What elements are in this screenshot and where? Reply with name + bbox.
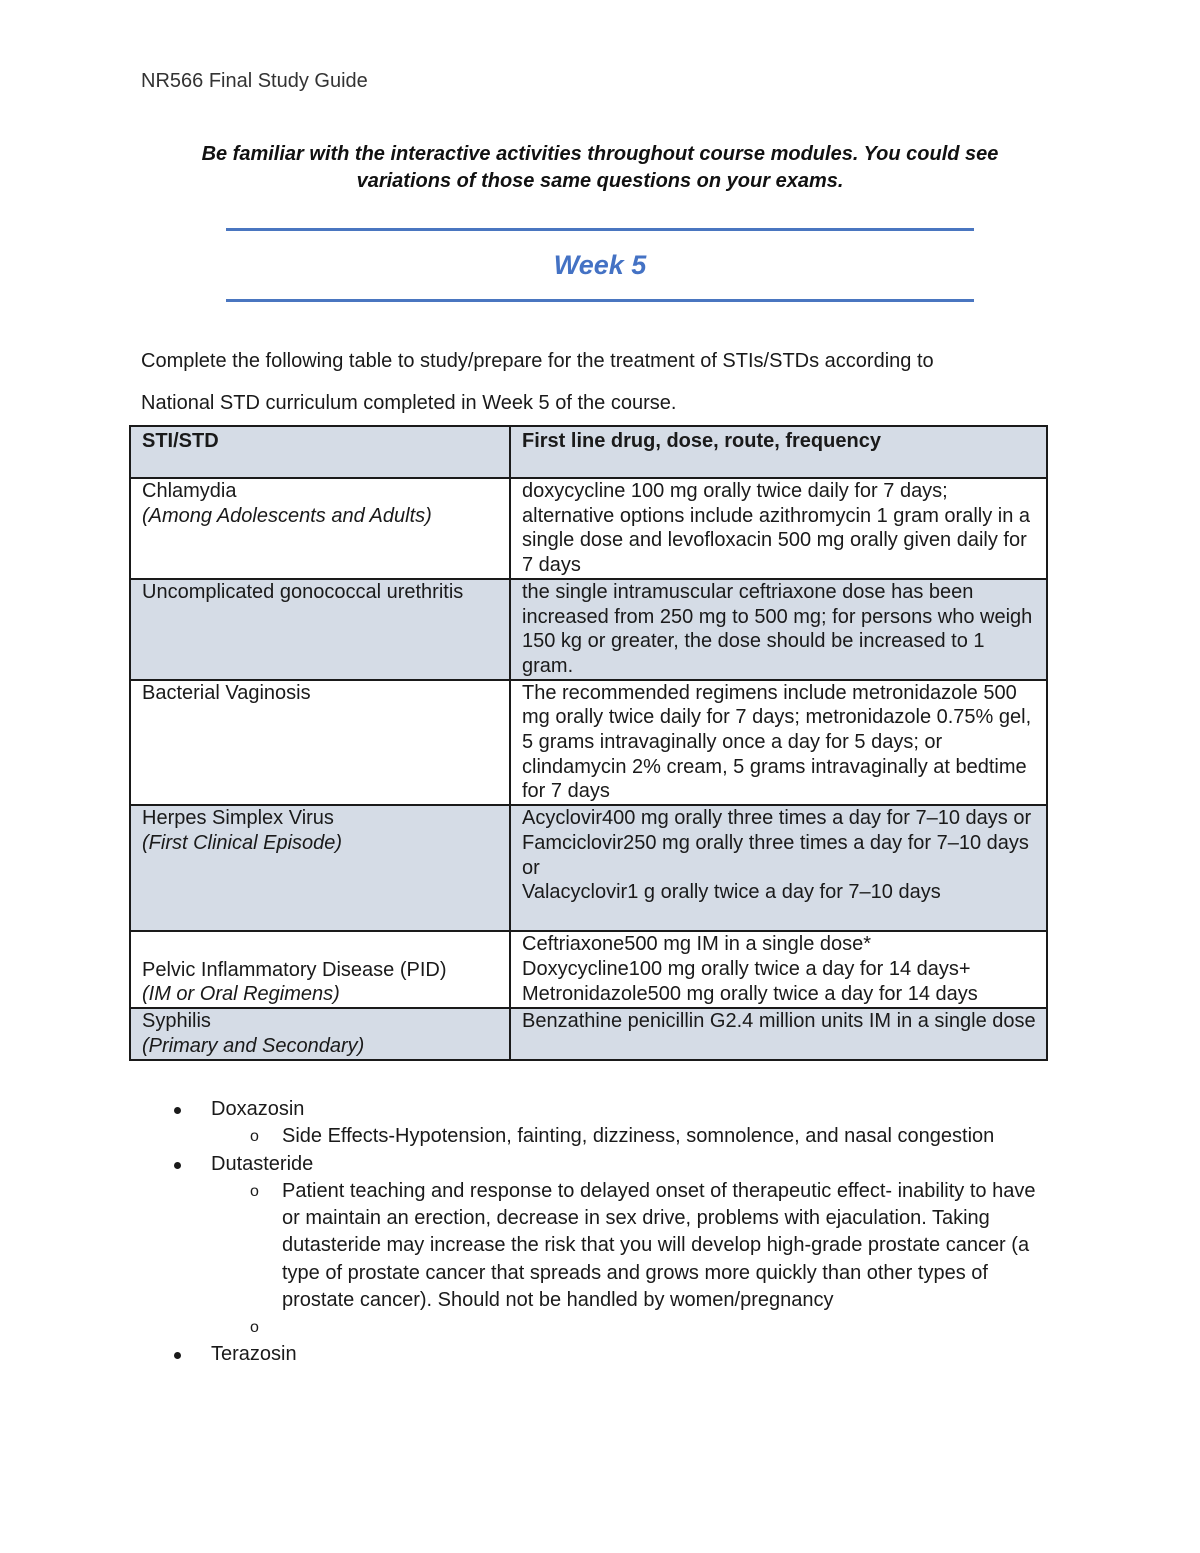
treatment-text: The recommended regimens include metronidazole 500 mg orally twice daily for 7 days; metronidazole 0.75% gel, 5 grams intravaginally once a day for 5 days; or clindamycin 2% cream, 5 grams intravaginally at bedtime for 7 days (522, 681, 1032, 803)
table-header-row (130, 426, 1047, 478)
sti-name: Chlamydia (142, 480, 237, 502)
table-intro-line-2: National STD curriculum completed in Week 5 of the course. (141, 392, 677, 414)
sti-name-cell (130, 680, 510, 806)
sti-subtitle: (Primary and Secondary) (142, 1034, 365, 1057)
treatment-cell (510, 931, 1047, 1008)
table-row-syphilis (130, 1008, 1047, 1059)
document-header: NR566 Final Study Guide (141, 70, 368, 92)
sti-subtitle: (IM or Oral Regimens) (142, 983, 340, 1006)
week-rule-top (226, 228, 974, 231)
treatment-line: Acyclovir400 mg orally three times a day for 7–10 days or (522, 807, 1032, 830)
treatment-line: Metronidazole500 mg orally twice a day for 14 days (522, 982, 978, 1005)
drug-notes-list (170, 1096, 1070, 1369)
list-item-doxazosin (170, 1096, 1070, 1123)
bullet-icon (174, 1162, 181, 1169)
list-item-terazosin (170, 1341, 1070, 1368)
table-row-chlamydia (130, 478, 1047, 579)
treatment-text: Benzathine penicillin G2.4 million units IM in a single dose (522, 1010, 1036, 1033)
sti-name-cell (130, 579, 510, 680)
sti-name: Syphilis (142, 1010, 211, 1033)
list-item-label: Doxazosin (211, 1098, 305, 1120)
treatment-line: Doxycycline100 mg orally twice a day for 14 days+ (522, 957, 971, 980)
sti-name: Uncomplicated gonococcal urethritis (142, 580, 464, 603)
exam-notice-line-1: Be familiar with the interactive activities throughout course modules. You could see (201, 143, 999, 165)
circle-bullet-icon: o (250, 1182, 259, 1200)
table-row-pid (130, 931, 1047, 1008)
treatment-text: the single intramuscular ceftriaxone dose has been increased from 250 mg to 500 mg; for persons who weigh 150 kg or greater, the dose should be increased to 1 gram. (522, 580, 1033, 677)
header-treatment: First line drug, dose, route, frequency (510, 426, 1047, 478)
week-rule-bottom (226, 299, 974, 302)
exam-notice (150, 141, 1050, 195)
sti-name-cell (130, 478, 510, 579)
treatment-line: Valacyclovir1 g orally twice a day for 7–10 days (522, 881, 941, 904)
sti-name: Pelvic Inflammatory Disease (PID) (142, 958, 447, 981)
treatment-cell (510, 680, 1047, 806)
exam-notice-line-2: variations of those same questions on your exams. (356, 170, 844, 192)
treatment-line: Ceftriaxone500 mg IM in a single dose* (522, 933, 872, 956)
table-row-bacterial-vaginosis (130, 680, 1047, 806)
sti-subtitle: (First Clinical Episode) (142, 831, 343, 854)
sub-item-text: Patient teaching and response to delayed onset of therapeutic effect- inability to have or maintain an erection, decrease in sex drive, problems with ejaculation. Taking dutasteride may increase the risk that you will develop high-grade prostate cancer (a type of prostate cancer that spreads and grows more quickly than other types of prostate cancer). Should not be handled by women/pregnancy (282, 1179, 1036, 1312)
header-sti: STI/STD (130, 426, 510, 478)
list-item-dutasteride (170, 1151, 1070, 1178)
sub-item-empty (170, 1314, 1070, 1341)
week-title: Week 5 (553, 250, 647, 280)
table-row-herpes (130, 805, 1047, 931)
treatment-cell (510, 1008, 1047, 1059)
table-row-gonococcal (130, 579, 1047, 680)
sti-name-cell (130, 1008, 510, 1059)
circle-bullet-icon: o (250, 1319, 259, 1337)
bullet-icon (174, 1107, 181, 1114)
treatment-line: Famciclovir250 mg orally three times a day for 7–10 days or (522, 831, 1029, 879)
table-intro-line-1: Complete the following table to study/prepare for the treatment of STIs/STDs according to (141, 350, 934, 372)
treatment-cell (510, 805, 1047, 931)
sti-name-cell (130, 931, 510, 1008)
table-intro (141, 340, 1041, 424)
sti-name: Herpes Simplex Virus (142, 807, 334, 830)
circle-bullet-icon: o (250, 1128, 259, 1146)
treatment-cell (510, 579, 1047, 680)
treatment-cell (510, 478, 1047, 579)
bullet-icon (174, 1352, 181, 1359)
treatment-text: doxycycline 100 mg orally twice daily for 7 days; alternative options include azithromycin 1 gram orally in a single dose and levofloxacin 500 mg orally given daily for 7 days (522, 480, 1031, 577)
sti-treatment-table (129, 425, 1048, 1061)
list-item-label: Terazosin (211, 1343, 297, 1366)
sub-item-dutasteride-teaching (170, 1178, 1070, 1314)
list-item-label: Dutasteride (211, 1152, 314, 1175)
sub-item-doxazosin-side-effects (170, 1123, 1070, 1150)
sub-item-text: Side Effects-Hypotension, fainting, dizziness, somnolence, and nasal congestion (282, 1125, 995, 1148)
sti-name-cell (130, 805, 510, 931)
sti-name: Bacterial Vaginosis (142, 681, 311, 704)
sti-subtitle: (Among Adolescents and Adults) (142, 504, 432, 527)
